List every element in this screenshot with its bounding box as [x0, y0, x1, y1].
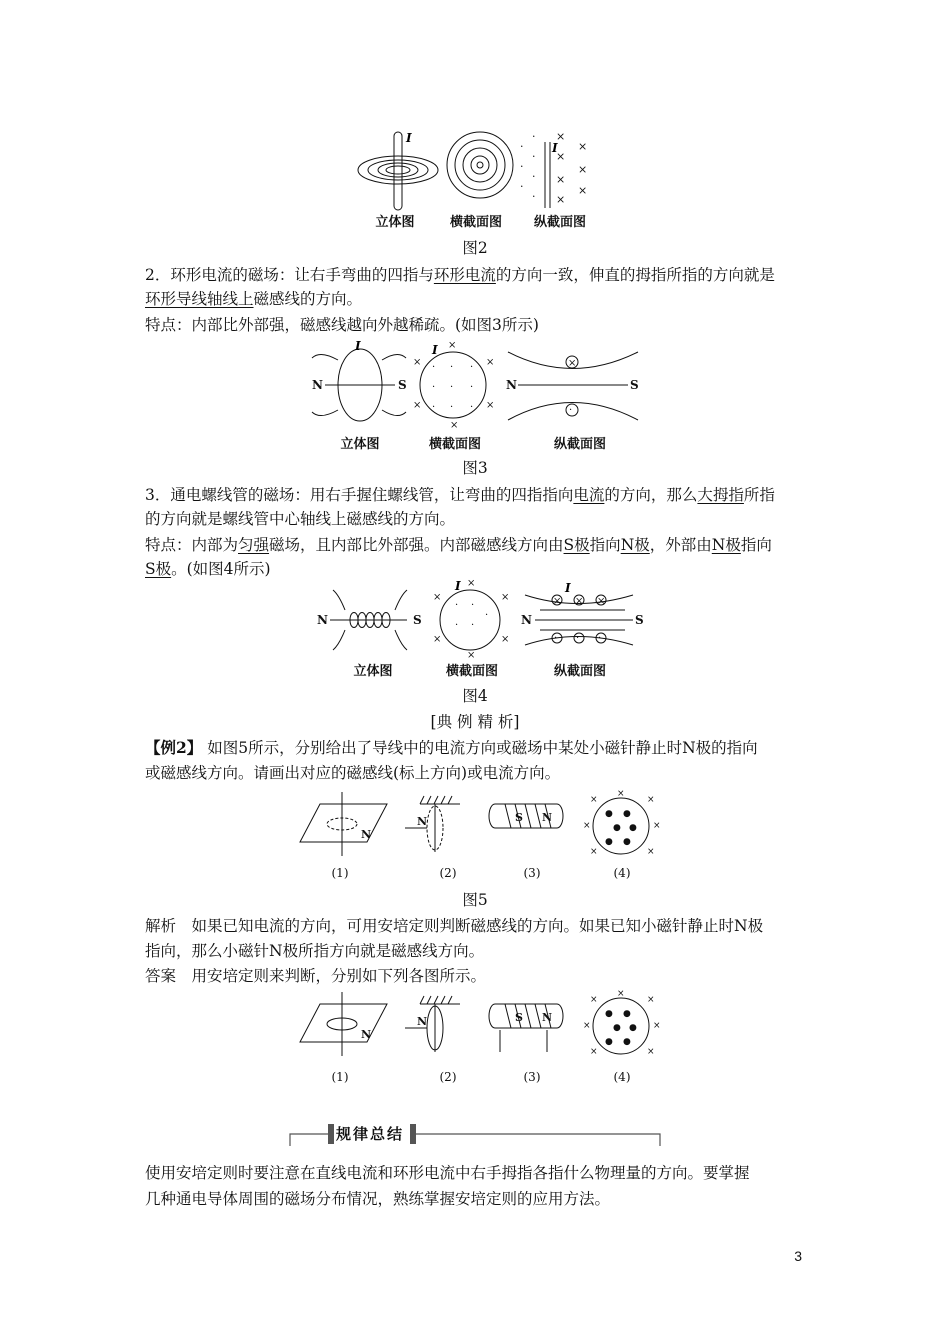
- svg-text:●: ●: [605, 809, 613, 819]
- svg-text:×: ×: [617, 789, 625, 799]
- svg-text:×: ×: [647, 847, 655, 857]
- svg-text:●: ●: [613, 823, 621, 833]
- svg-text:N: N: [417, 1015, 428, 1028]
- svg-text:N: N: [361, 1028, 372, 1041]
- svg-text:●: ●: [623, 837, 631, 847]
- svg-text:·: ·: [554, 633, 558, 644]
- svg-text:·: ·: [569, 405, 573, 416]
- svg-text:×: ×: [556, 173, 566, 186]
- svg-text:N: N: [521, 613, 532, 627]
- svg-text:×: ×: [575, 596, 584, 607]
- svg-text:×: ×: [568, 358, 577, 369]
- svg-text:×: ×: [556, 130, 566, 143]
- fig6-label-1: (1): [331, 1070, 349, 1084]
- svg-text:×: ×: [450, 420, 459, 431]
- fig4-label-cross: 横截面图: [445, 664, 498, 679]
- svg-text:×: ×: [583, 1021, 591, 1031]
- svg-text:I: I: [565, 581, 571, 595]
- svg-text:×: ×: [467, 650, 476, 661]
- fig3-label-cross: 横截面图: [428, 437, 481, 452]
- svg-text:I: I: [355, 339, 361, 353]
- svg-text:×: ×: [653, 821, 661, 831]
- svg-text:·: ·: [532, 190, 536, 203]
- svg-text:×: ×: [413, 400, 422, 411]
- svg-text:×: ×: [590, 847, 598, 857]
- fig4-caption: 图4: [462, 687, 488, 705]
- svg-text:×: ×: [653, 1021, 661, 1031]
- svg-text:×: ×: [501, 634, 510, 645]
- svg-text:N: N: [417, 815, 428, 828]
- svg-text:×: ×: [647, 995, 655, 1005]
- svg-text:×: ×: [590, 795, 598, 805]
- svg-text:·: ·: [450, 382, 454, 393]
- svg-text:●: ●: [623, 809, 631, 819]
- fig6-label-4: (4): [613, 1070, 631, 1084]
- svg-text:I: I: [432, 343, 438, 357]
- svg-text:·: ·: [532, 130, 536, 143]
- sec3-line1: 3．通电螺线管的磁场：用右手握住螺线管，让弯曲的四指指向电流的方向，那么大拇指所指: [145, 486, 775, 504]
- svg-text:●: ●: [629, 823, 637, 833]
- fig5-label-1: (1): [331, 866, 349, 880]
- fig4-label-long: 纵截面图: [553, 664, 606, 679]
- svg-text:S: S: [515, 811, 523, 824]
- svg-text:I: I: [455, 579, 461, 593]
- fig4-label-3d: 立体图: [353, 664, 393, 679]
- svg-text:·: ·: [455, 620, 459, 631]
- svg-text:N: N: [542, 811, 553, 824]
- svg-text:·: ·: [520, 140, 524, 153]
- fig2-caption: 图2: [462, 239, 488, 257]
- sec3-feature-line1: 特点：内部为匀强磁场，且内部比外部强。内部磁感线方向由S极指向N极，外部由N极指向: [145, 536, 772, 554]
- svg-text:·: ·: [470, 402, 474, 413]
- example-line1: 【例2】 如图5所示，分别给出了导线中的电流方向或磁场中某处小磁针静止时N极的指向: [145, 738, 758, 757]
- sec2-line1: 2．环形电流的磁场：让右手弯曲的四指与环形电流的方向一致，伸直的拇指所指的方向就是: [145, 266, 775, 284]
- svg-text:×: ×: [467, 578, 476, 589]
- figure-5-diagram: [295, 790, 665, 860]
- sec2-feature: 特点：内部比外部强，磁感线越向外越稀疏。(如图3所示): [145, 316, 539, 334]
- svg-text:·: ·: [470, 362, 474, 373]
- figure-3-diagram: [310, 340, 645, 430]
- fig2-label-cross: 横截面图: [449, 215, 502, 230]
- svg-text:×: ×: [578, 184, 588, 197]
- sec3-feature-line2: S极。(如图4所示): [145, 560, 271, 578]
- svg-text:·: ·: [520, 180, 524, 193]
- svg-text:×: ×: [590, 995, 598, 1005]
- svg-text:×: ×: [583, 821, 591, 831]
- svg-text:×: ×: [556, 150, 566, 163]
- svg-text:×: ×: [486, 400, 495, 411]
- svg-text:·: ·: [532, 170, 536, 183]
- svg-text:·: ·: [471, 620, 475, 631]
- rule-line2: 几种通电导体周围的磁场分布情况，熟练掌握安培定则的应用方法。: [145, 1190, 611, 1208]
- svg-text:S: S: [515, 1011, 523, 1024]
- svg-text:×: ×: [597, 596, 606, 607]
- svg-text:·: ·: [432, 382, 436, 393]
- section-heading: [典 例 精 析]: [430, 713, 520, 731]
- svg-text:·: ·: [598, 633, 602, 644]
- svg-text:S: S: [630, 378, 639, 392]
- svg-text:×: ×: [433, 634, 442, 645]
- svg-text:×: ×: [578, 163, 588, 176]
- svg-text:·: ·: [485, 610, 489, 621]
- answer-figure-diagram: [295, 990, 665, 1060]
- analysis-line2: 指向，那么小磁针N极所指方向就是磁感线方向。: [145, 942, 485, 960]
- analysis-line1: 解析 如果已知电流的方向，可用安培定则判断磁感线的方向。如果已知小磁针静止时N极: [145, 917, 764, 935]
- fig5-label-4: (4): [613, 866, 631, 880]
- svg-text:·: ·: [450, 402, 454, 413]
- fig5-label-2: (2): [439, 866, 457, 880]
- svg-text:S: S: [398, 378, 407, 392]
- fig6-label-2: (2): [439, 1070, 457, 1084]
- svg-text:×: ×: [501, 592, 510, 603]
- svg-text:·: ·: [532, 150, 536, 163]
- svg-text:×: ×: [486, 357, 495, 368]
- fig3-label-long: 纵截面图: [553, 437, 606, 452]
- svg-text:N: N: [312, 378, 323, 392]
- svg-text:·: ·: [471, 600, 475, 611]
- fig3-label-3d: 立体图: [340, 437, 380, 452]
- rule-line1: 使用安培定则时要注意在直线电流和环形电流中右手拇指各指什么物理量的方向。要掌握: [145, 1164, 750, 1182]
- fig2-label-3d: 立体图: [375, 215, 415, 230]
- svg-text:N: N: [317, 613, 328, 627]
- svg-text:×: ×: [647, 795, 655, 805]
- svg-text:×: ×: [617, 989, 625, 999]
- svg-text:×: ×: [647, 1047, 655, 1057]
- svg-text:S: S: [413, 613, 422, 627]
- svg-text:·: ·: [520, 160, 524, 173]
- svg-text:·: ·: [470, 382, 474, 393]
- svg-text:·: ·: [455, 600, 459, 611]
- svg-text:●: ●: [613, 1023, 621, 1033]
- svg-text:·: ·: [432, 362, 436, 373]
- svg-text:S: S: [635, 613, 644, 627]
- fig5-caption: 图5: [462, 891, 488, 909]
- svg-text:·: ·: [450, 362, 454, 373]
- svg-text:●: ●: [623, 1037, 631, 1047]
- answer-line: 答案 用安培定则来判断，分别如下列各图所示。: [145, 967, 487, 985]
- sec3-line2: 的方向就是螺线管中心轴线上磁感线的方向。: [145, 510, 456, 528]
- fig2-label-long: 纵截面图: [533, 215, 586, 230]
- svg-text:●: ●: [605, 837, 613, 847]
- fig5-label-3: (3): [523, 866, 541, 880]
- svg-text:●: ●: [605, 1009, 613, 1019]
- svg-text:N: N: [542, 1011, 553, 1024]
- figure-4-diagram: [315, 578, 645, 661]
- svg-text:×: ×: [578, 140, 588, 153]
- svg-text:●: ●: [623, 1009, 631, 1019]
- svg-text:●: ●: [629, 1023, 637, 1033]
- svg-text:×: ×: [553, 596, 562, 607]
- svg-text:●: ●: [605, 1037, 613, 1047]
- svg-text:I: I: [552, 141, 558, 155]
- svg-text:×: ×: [590, 1047, 598, 1057]
- svg-text:N: N: [506, 378, 517, 392]
- svg-text:I: I: [406, 131, 412, 145]
- svg-text:·: ·: [432, 402, 436, 413]
- fig3-caption: 图3: [462, 459, 488, 477]
- svg-text:N: N: [361, 828, 372, 841]
- example-line2: 或磁感线方向。请画出对应的磁感线(标上方向)或电流方向。: [145, 764, 561, 782]
- rule-summary-title: 规律总结: [335, 1125, 404, 1143]
- page-number: 3: [794, 1248, 802, 1264]
- svg-text:×: ×: [448, 340, 457, 351]
- svg-text:×: ×: [556, 193, 566, 206]
- sec2-line2: 环形导线轴线上磁感线的方向。: [145, 290, 363, 308]
- fig6-label-3: (3): [523, 1070, 541, 1084]
- svg-text:×: ×: [433, 592, 442, 603]
- svg-text:·: ·: [576, 633, 580, 644]
- svg-text:×: ×: [413, 357, 422, 368]
